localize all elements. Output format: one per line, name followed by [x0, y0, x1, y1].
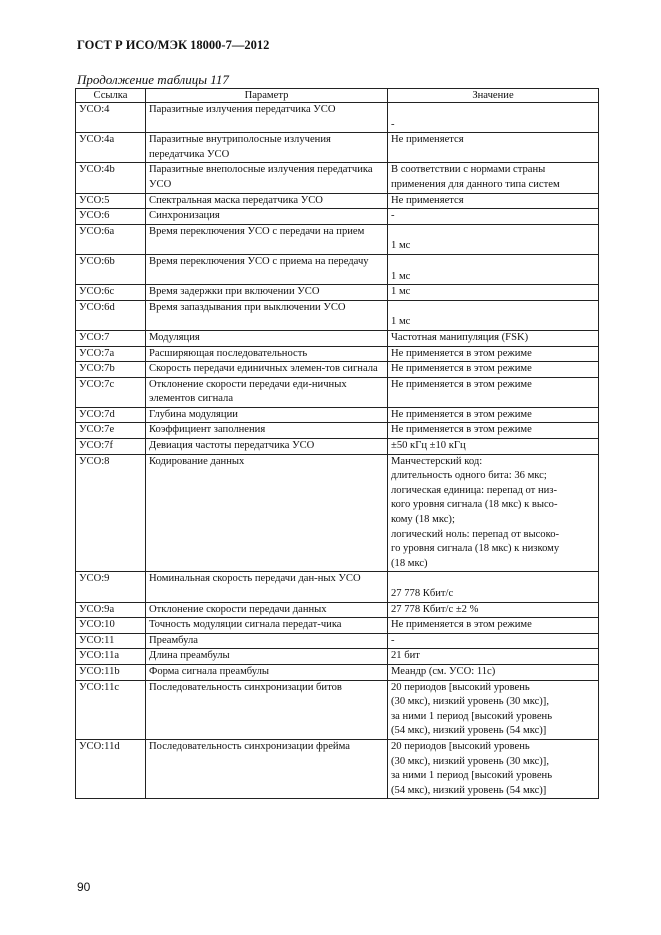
table-row [76, 103, 599, 133]
param-cell: Паразитные излучения передатчика УСО [146, 103, 388, 133]
table-row [76, 407, 599, 423]
value-cell: Не применяется в этом режиме [388, 346, 599, 362]
table-row [76, 254, 599, 284]
value-cell: Меандр (см. УСО: 11c) [388, 664, 599, 680]
value-cell: Не применяется [388, 133, 599, 163]
param-cell: Расширяющая последовательность [146, 346, 388, 362]
ref-cell: УСО:7d [76, 407, 146, 423]
value-cell: - [388, 103, 599, 133]
ref-cell: УСО:4a [76, 133, 146, 163]
param-cell: Время задержки при включении УСО [146, 285, 388, 301]
value-cell: 20 периодов [высокий уровень (30 мкс), низкий уровень (30 мкс)], за ними 1 период [высокий уровень (54 мкс), низкий уровень (54 мкс)] [388, 739, 599, 798]
value-cell: 1 мс [388, 300, 599, 330]
param-cell: Точность модуляции сигнала передат-чика [146, 618, 388, 634]
table-row [76, 362, 599, 378]
ref-cell: УСО:7 [76, 330, 146, 346]
table-row [76, 300, 599, 330]
value-cell: Не применяется [388, 193, 599, 209]
table-row [76, 664, 599, 680]
spec-table-wrapper [75, 88, 598, 799]
param-cell: Время переключения УСО с приема на передачу [146, 254, 388, 284]
ref-cell: УСО:7c [76, 377, 146, 407]
param-cell: Паразитные внеполосные излучения передатчика УСО [146, 163, 388, 193]
value-cell: 27 778 Кбит/с ±2 % [388, 602, 599, 618]
value-cell: 20 периодов [высокий уровень (30 мкс), низкий уровень (30 мкс)], за ними 1 период [высокий уровень (54 мкс), низкий уровень (54 мкс)] [388, 680, 599, 739]
ref-cell: УСО:6d [76, 300, 146, 330]
ref-cell: УСО:11c [76, 680, 146, 739]
value-cell: Не применяется в этом режиме [388, 377, 599, 407]
table-row [76, 163, 599, 193]
param-cell: Модуляция [146, 330, 388, 346]
ref-cell: УСО:11a [76, 649, 146, 665]
table-row [76, 649, 599, 665]
table-caption: Продолжение таблицы 117 [77, 72, 229, 87]
value-cell: - [388, 209, 599, 225]
ref-cell: УСО:6c [76, 285, 146, 301]
table-row [76, 285, 599, 301]
table-row [76, 680, 599, 739]
param-cell: Коэффициент заполнения [146, 423, 388, 439]
param-cell: Синхронизация [146, 209, 388, 225]
param-cell: Спектральная маска передатчика УСО [146, 193, 388, 209]
column-header-ref: Ссылка [76, 89, 146, 103]
value-cell: 1 мс [388, 285, 599, 301]
param-cell: Девиация частоты передатчика УСО [146, 439, 388, 455]
value-cell: 27 778 Кбит/с [388, 572, 599, 602]
ref-cell: УСО:9a [76, 602, 146, 618]
param-cell: Последовательность синхронизации битов [146, 680, 388, 739]
ref-cell: УСО:11b [76, 664, 146, 680]
ref-cell: УСО:4b [76, 163, 146, 193]
value-cell: Не применяется в этом режиме [388, 362, 599, 378]
ref-cell: УСО:11 [76, 633, 146, 649]
ref-cell: УСО:10 [76, 618, 146, 634]
table-row [76, 618, 599, 634]
param-cell: Время запаздывания при выключении УСО [146, 300, 388, 330]
ref-cell: УСО:9 [76, 572, 146, 602]
value-cell: Частотная манипуляция (FSK) [388, 330, 599, 346]
ref-cell: УСО:4 [76, 103, 146, 133]
value-cell: 21 бит [388, 649, 599, 665]
ref-cell: УСО:7a [76, 346, 146, 362]
value-cell: 1 мс [388, 254, 599, 284]
page-number: 90 [77, 880, 91, 894]
value-cell: В соответствии с нормами страны применения для данного типа систем [388, 163, 599, 193]
param-cell: Последовательность синхронизации фрейма [146, 739, 388, 798]
ref-cell: УСО:6 [76, 209, 146, 225]
column-header-param: Параметр [146, 89, 388, 103]
value-cell: Не применяется в этом режиме [388, 407, 599, 423]
table-row [76, 633, 599, 649]
value-cell: Манчестерский код: длительность одного бита: 36 мкс; логическая единица: перепад от низ- кого уровня сигнала (18 мкс) к высо- кому (18 мкс); логический ноль: перепад от высоко- го уровня сигнала (18 мкс) к низкому (18 мкс) [388, 454, 599, 572]
ref-cell: УСО:5 [76, 193, 146, 209]
ref-cell: УСО:7b [76, 362, 146, 378]
ref-cell: УСО:6b [76, 254, 146, 284]
table-row [76, 602, 599, 618]
param-cell: Номинальная скорость передачи дан-ных УСО [146, 572, 388, 602]
param-cell: Отклонение скорости передачи еди-ничных элементов сигнала [146, 377, 388, 407]
table-row [76, 454, 599, 572]
param-cell: Преамбула [146, 633, 388, 649]
value-cell: Не применяется в этом режиме [388, 618, 599, 634]
spec-table [75, 88, 599, 799]
value-cell: Не применяется в этом режиме [388, 423, 599, 439]
value-cell: - [388, 633, 599, 649]
table-row [76, 423, 599, 439]
ref-cell: УСО:7e [76, 423, 146, 439]
table-row [76, 209, 599, 225]
param-cell: Время переключения УСО с передачи на прием [146, 224, 388, 254]
table-row [76, 377, 599, 407]
param-cell: Паразитные внутриполосные излучения передатчика УСО [146, 133, 388, 163]
table-row [76, 330, 599, 346]
table-body [76, 103, 599, 799]
value-cell: ±50 кГц ±10 кГц [388, 439, 599, 455]
header-row [76, 89, 599, 103]
param-cell: Глубина модуляции [146, 407, 388, 423]
ref-cell: УСО:8 [76, 454, 146, 572]
ref-cell: УСО:7f [76, 439, 146, 455]
value-cell: 1 мс [388, 224, 599, 254]
param-cell: Кодирование данных [146, 454, 388, 572]
table-row [76, 346, 599, 362]
table-row [76, 133, 599, 163]
table-row [76, 439, 599, 455]
table-row [76, 572, 599, 602]
ref-cell: УСО:11d [76, 739, 146, 798]
column-header-value: Значение [388, 89, 599, 103]
param-cell: Длина преамбулы [146, 649, 388, 665]
table-row [76, 224, 599, 254]
ref-cell: УСО:6a [76, 224, 146, 254]
param-cell: Форма сигнала преамбулы [146, 664, 388, 680]
standard-header: ГОСТ Р ИСО/МЭК 18000-7—2012 [77, 38, 270, 52]
table-row [76, 739, 599, 798]
param-cell: Скорость передачи единичных элемен-тов сигнала [146, 362, 388, 378]
table-row [76, 193, 599, 209]
param-cell: Отклонение скорости передачи данных [146, 602, 388, 618]
table-head [76, 89, 599, 103]
